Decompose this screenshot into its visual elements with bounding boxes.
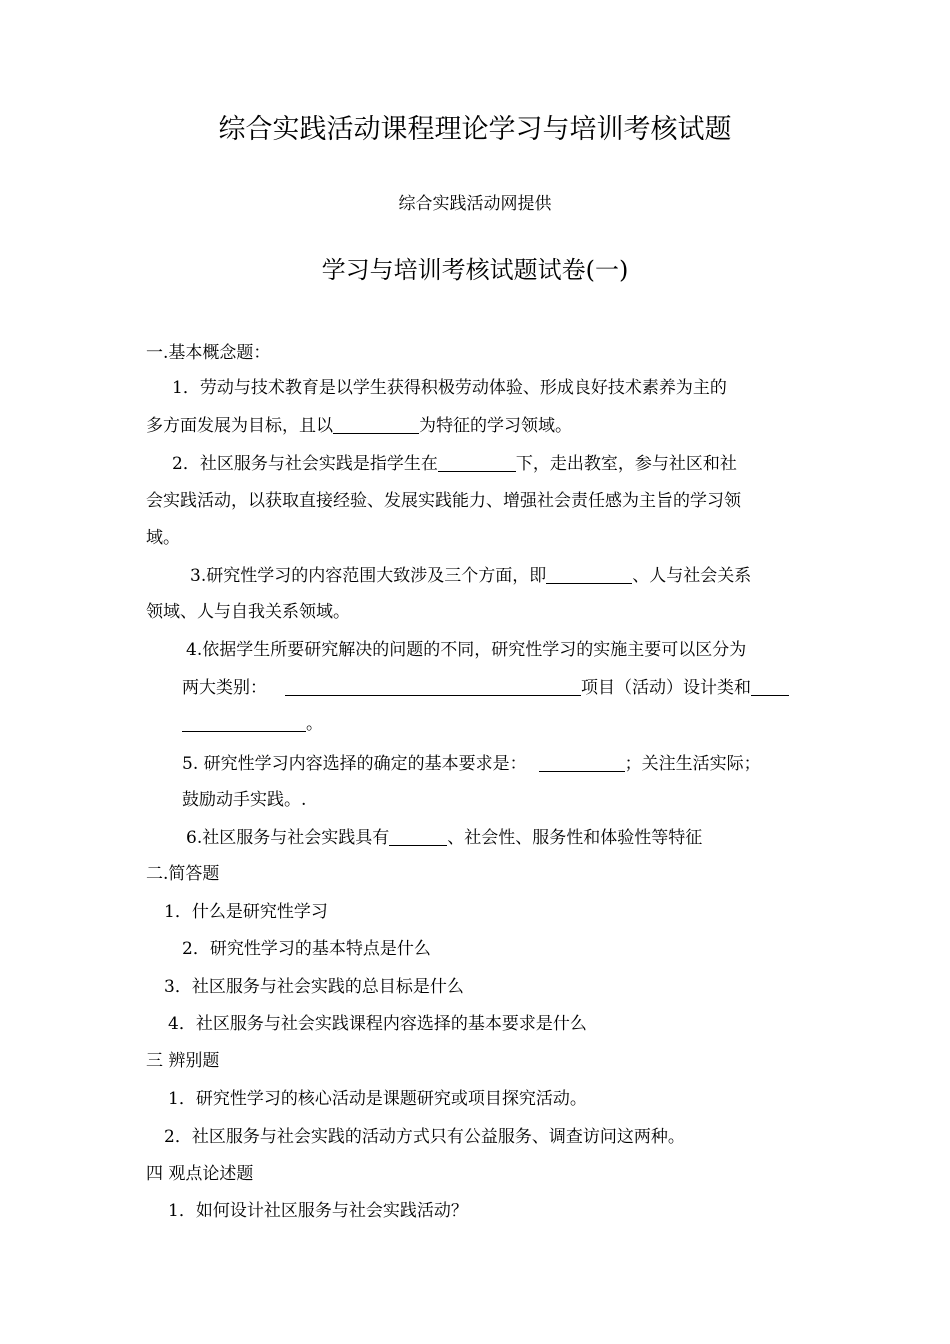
document-title: 综合实践活动课程理论学习与培训考核试题 [218,114,732,145]
section3-item-2: 2．社区服务与社会实践的活动方式只有公益服务、调查访问这两种。 [164,1127,685,1147]
q2-line1 [172,452,737,476]
q3-line1 [190,564,751,588]
q1-text-b: 为特征的学习领域。 [419,416,572,436]
q3-answer-blank[interactable] [546,565,632,584]
q1-line1: 1．劳动与技术教育是以学生获得积极劳动体验、形成良好技术素养为主的 [172,378,727,398]
q6-answer-blank[interactable] [389,827,447,846]
section2-item-2: 2．研究性学习的基本特点是什么 [182,939,431,959]
q5-line1 [182,752,761,776]
q4-text-a: 两大类别： [182,678,267,698]
q2-answer-blank[interactable] [438,453,516,472]
q2-line3: 域。 [146,528,180,548]
q3-line2: 领域、人与自我关系领域。 [146,602,350,622]
q2-text-a: 2．社区服务与社会实践是指学生在 [172,454,438,474]
provider-line: 综合实践活动网提供 [398,194,552,214]
q5-line2: 鼓励动手实践。. [182,790,307,810]
section3-heading: 三 辨别题 [146,1051,220,1071]
q3-text-b: 、人与社会关系 [632,566,752,586]
q4-answer-blank-2a[interactable] [751,677,789,696]
section4-item-1: 1．如何设计社区服务与社会实践活动？ [168,1201,468,1221]
q4-text-b: 项目（活动）设计类和 [581,678,751,698]
q4-answer-blank-1[interactable] [285,677,581,696]
q4-line2 [182,676,789,700]
section2-item-4: 4．社区服务与社会实践课程内容选择的基本要求是什么 [168,1014,587,1034]
q3-text-a: 3.研究性学习的内容范围大致涉及三个方面，即 [190,566,547,586]
q2-text-b: 下，走出教室，参与社区和社 [515,454,737,474]
section2-heading: 二.简答题 [146,864,220,884]
q5-answer-blank[interactable] [539,753,625,772]
q4-line1: 4.依据学生所要研究解决的问题的不同，研究性学习的实施主要可以区分为 [186,640,747,660]
section2-item-1: 1．什么是研究性学习 [164,902,328,922]
section3-item-1: 1．研究性学习的核心活动是课题研究或项目探究活动。 [168,1089,587,1109]
q6-text-b: 、社会性、服务性和体验性等特征 [447,828,703,848]
q4-text-c: 。 [306,714,323,734]
q5-text-b: ；关注生活实际； [624,754,761,774]
q1-answer-blank[interactable] [333,415,419,434]
section2-item-3: 3．社区服务与社会实践的总目标是什么 [164,977,464,997]
q4-answer-blank-2b[interactable] [182,713,306,732]
paper-title: 学习与培训考核试题试卷(一) [321,256,629,284]
q6-line1 [186,826,702,850]
section4-heading: 四 观点论述题 [146,1164,254,1184]
q1-text-a: 多方面发展为目标，且以 [146,416,333,436]
q5-text-a: 5. 研究性学习内容选择的确定的基本要求是： [182,754,527,774]
q4-line3 [182,712,323,736]
q2-line2: 会实践活动，以获取直接经验、发展实践能力、增强社会责任感为主旨的学习领 [146,491,741,511]
q1-line2 [146,414,572,438]
section1-heading: 一.基本概念题： [146,343,271,363]
q6-text-a: 6.社区服务与社会实践具有 [186,828,390,848]
